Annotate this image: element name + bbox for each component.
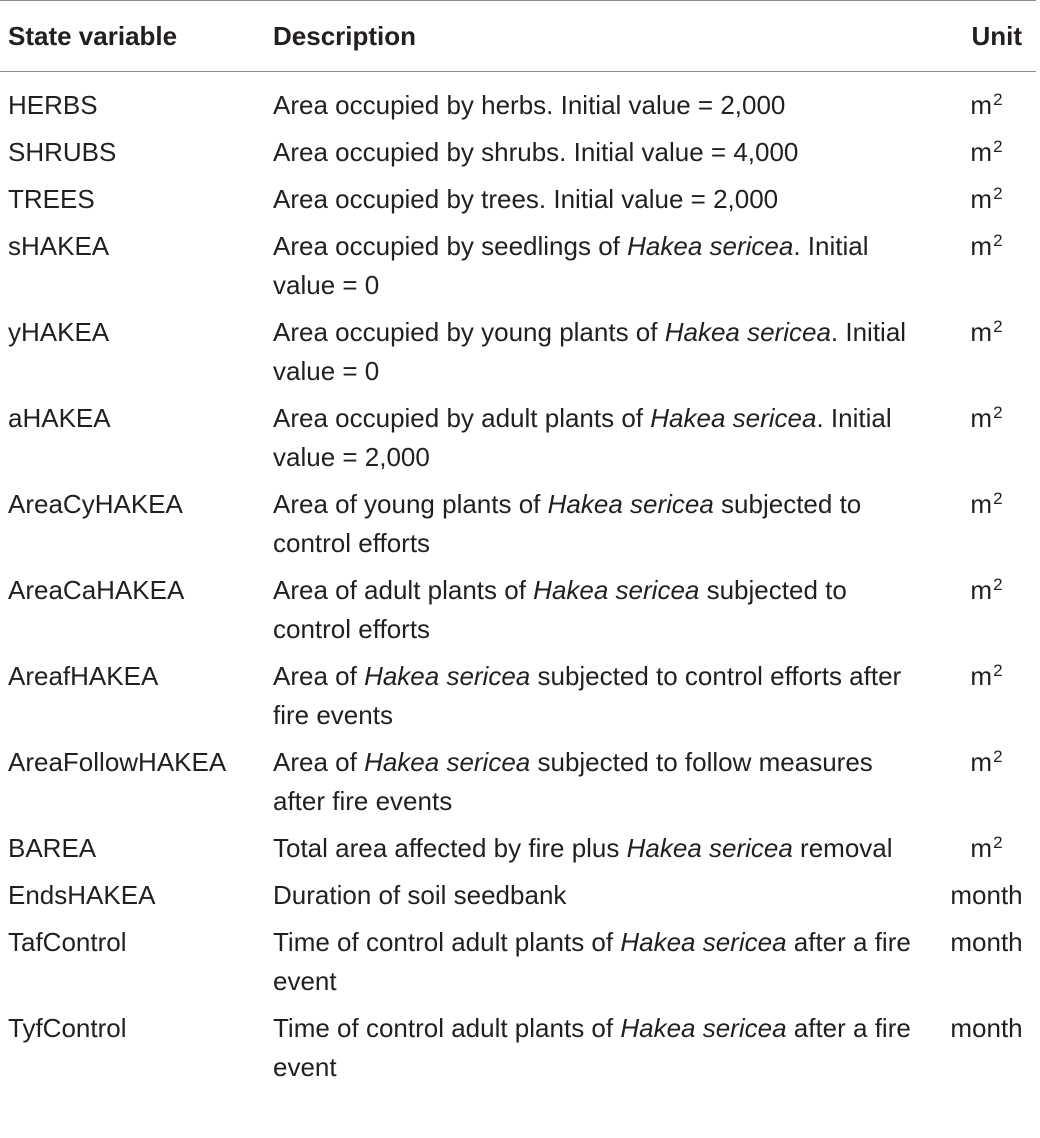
description-text: Area occupied by young plants of [273, 317, 665, 347]
table-row [0, 1009, 1036, 1095]
species-name: Hakea sericea [626, 833, 793, 863]
description-text: Total area affected by fire plus [273, 833, 627, 863]
state-variable-cell: aHAKEA [8, 403, 111, 433]
description-text: after a fire event [273, 1013, 911, 1082]
table-row [0, 313, 1036, 399]
unit-exponent: 2 [993, 231, 1003, 250]
unit-text: m [970, 184, 993, 214]
state-variable-cell: yHAKEA [8, 317, 110, 347]
state-variable-cell: sHAKEA [8, 231, 110, 261]
description-text: removal [792, 833, 893, 863]
species-name: Hakea sericea [650, 403, 817, 433]
unit-text: month [950, 880, 1023, 910]
unit-exponent: 2 [993, 317, 1003, 336]
unit-cell [937, 876, 1036, 923]
description-text: subjected to follow measures after fire events [273, 747, 873, 816]
table-row [0, 72, 1036, 134]
description-text: Area occupied by shrubs. Initial value = 4,000 [273, 137, 799, 167]
description-cell [265, 743, 937, 829]
description-text: Area occupied by herbs. Initial value = 2,000 [273, 90, 786, 120]
description-text: after a fire event [273, 927, 911, 996]
unit-exponent: 2 [993, 137, 1003, 156]
unit-text: m [970, 575, 993, 605]
description-text: Duration of soil seedbank [273, 880, 567, 910]
description-cell [265, 485, 937, 571]
unit-cell [937, 313, 1036, 399]
species-name: Hakea sericea [664, 317, 831, 347]
state-variable-cell: EndsHAKEA [8, 880, 156, 910]
unit-cell [937, 657, 1036, 743]
header-unit: Unit [971, 20, 1022, 51]
table-row [0, 829, 1036, 876]
unit-cell [937, 133, 1036, 180]
state-variable-cell: BAREA [8, 833, 97, 863]
unit-exponent: 2 [993, 489, 1003, 508]
unit-exponent: 2 [993, 833, 1003, 852]
unit-exponent: 2 [993, 747, 1003, 766]
state-variable-cell: AreaCaHAKEA [8, 575, 185, 605]
state-variable-cell: AreaFollowHAKEA [8, 747, 227, 777]
table-row [0, 180, 1036, 227]
state-variable-cell: SHRUBS [8, 137, 117, 167]
description-cell [265, 399, 937, 485]
unit-cell [937, 829, 1036, 876]
unit-cell [937, 180, 1036, 227]
state-variable-cell: AreafHAKEA [8, 661, 159, 691]
table-header [0, 1, 1036, 72]
description-cell [265, 72, 937, 134]
unit-exponent: 2 [993, 661, 1003, 680]
unit-cell [937, 571, 1036, 657]
description-text: . Initial value = 0 [273, 317, 907, 386]
table-row [0, 133, 1036, 180]
unit-text: m [970, 661, 993, 691]
state-variable-cell: TREES [8, 184, 95, 214]
species-name: Hakea sericea [364, 747, 531, 777]
state-variable-cell: AreaCyHAKEA [8, 489, 183, 519]
description-cell [265, 227, 937, 313]
description-cell [265, 657, 937, 743]
unit-cell [937, 399, 1036, 485]
unit-exponent: 2 [993, 575, 1003, 594]
unit-cell [937, 1009, 1036, 1095]
unit-text: month [950, 927, 1023, 957]
description-cell [265, 876, 937, 923]
table-body [0, 72, 1036, 1096]
description-text: Area of young plants of [273, 489, 548, 519]
header-description: Description [273, 20, 417, 51]
unit-cell [937, 72, 1036, 134]
table-row [0, 227, 1036, 313]
description-cell [265, 180, 937, 227]
state-variable-cell: TafControl [8, 927, 127, 957]
unit-cell [937, 743, 1036, 829]
species-name: Hakea sericea [533, 575, 700, 605]
description-text: subjected to control efforts after fire events [273, 661, 902, 730]
description-text: . Initial value = 0 [273, 231, 869, 300]
description-cell [265, 829, 937, 876]
unit-text: m [970, 403, 993, 433]
description-text: Area occupied by seedlings of [273, 231, 628, 261]
header-row [0, 1, 1036, 72]
header-state-variable: State variable [8, 20, 178, 51]
species-name: Hakea sericea [364, 661, 531, 691]
unit-text: m [970, 489, 993, 519]
unit-cell [937, 227, 1036, 313]
unit-exponent: 2 [993, 90, 1003, 109]
description-cell [265, 133, 937, 180]
description-text: subjected to control efforts [273, 575, 847, 644]
state-variable-cell: TyfControl [8, 1013, 127, 1043]
description-text: Time of control adult plants of [273, 1013, 621, 1043]
description-cell [265, 313, 937, 399]
description-text: Area of [273, 747, 365, 777]
unit-text: m [970, 137, 993, 167]
description-cell [265, 571, 937, 657]
unit-exponent: 2 [993, 184, 1003, 203]
unit-text: m [970, 317, 993, 347]
unit-text: m [970, 747, 993, 777]
unit-cell [937, 923, 1036, 1009]
description-text: Area of [273, 661, 365, 691]
description-text: Area occupied by trees. Initial value = 2,000 [273, 184, 779, 214]
species-name: Hakea sericea [547, 489, 714, 519]
table-row [0, 485, 1036, 571]
unit-cell [937, 485, 1036, 571]
description-text: subjected to control efforts [273, 489, 862, 558]
table-row [0, 399, 1036, 485]
species-name: Hakea sericea [620, 927, 787, 957]
description-text: Time of control adult plants of [273, 927, 621, 957]
description-text: Area of adult plants of [273, 575, 534, 605]
state-variable-cell: HERBS [8, 90, 98, 120]
table-row [0, 571, 1036, 657]
unit-text: m [970, 231, 993, 261]
species-name: Hakea sericea [627, 231, 794, 261]
description-cell [265, 923, 937, 1009]
table-row [0, 657, 1036, 743]
description-text: Area occupied by adult plants of [273, 403, 651, 433]
unit-text: m [970, 833, 993, 863]
table-row [0, 743, 1036, 829]
table-row [0, 923, 1036, 1009]
unit-exponent: 2 [993, 403, 1003, 422]
description-cell [265, 1009, 937, 1095]
unit-text: month [950, 1013, 1023, 1043]
unit-text: m [970, 90, 993, 120]
species-name: Hakea sericea [620, 1013, 787, 1043]
table-row [0, 876, 1036, 923]
description-text: . Initial value = 2,000 [273, 403, 892, 472]
